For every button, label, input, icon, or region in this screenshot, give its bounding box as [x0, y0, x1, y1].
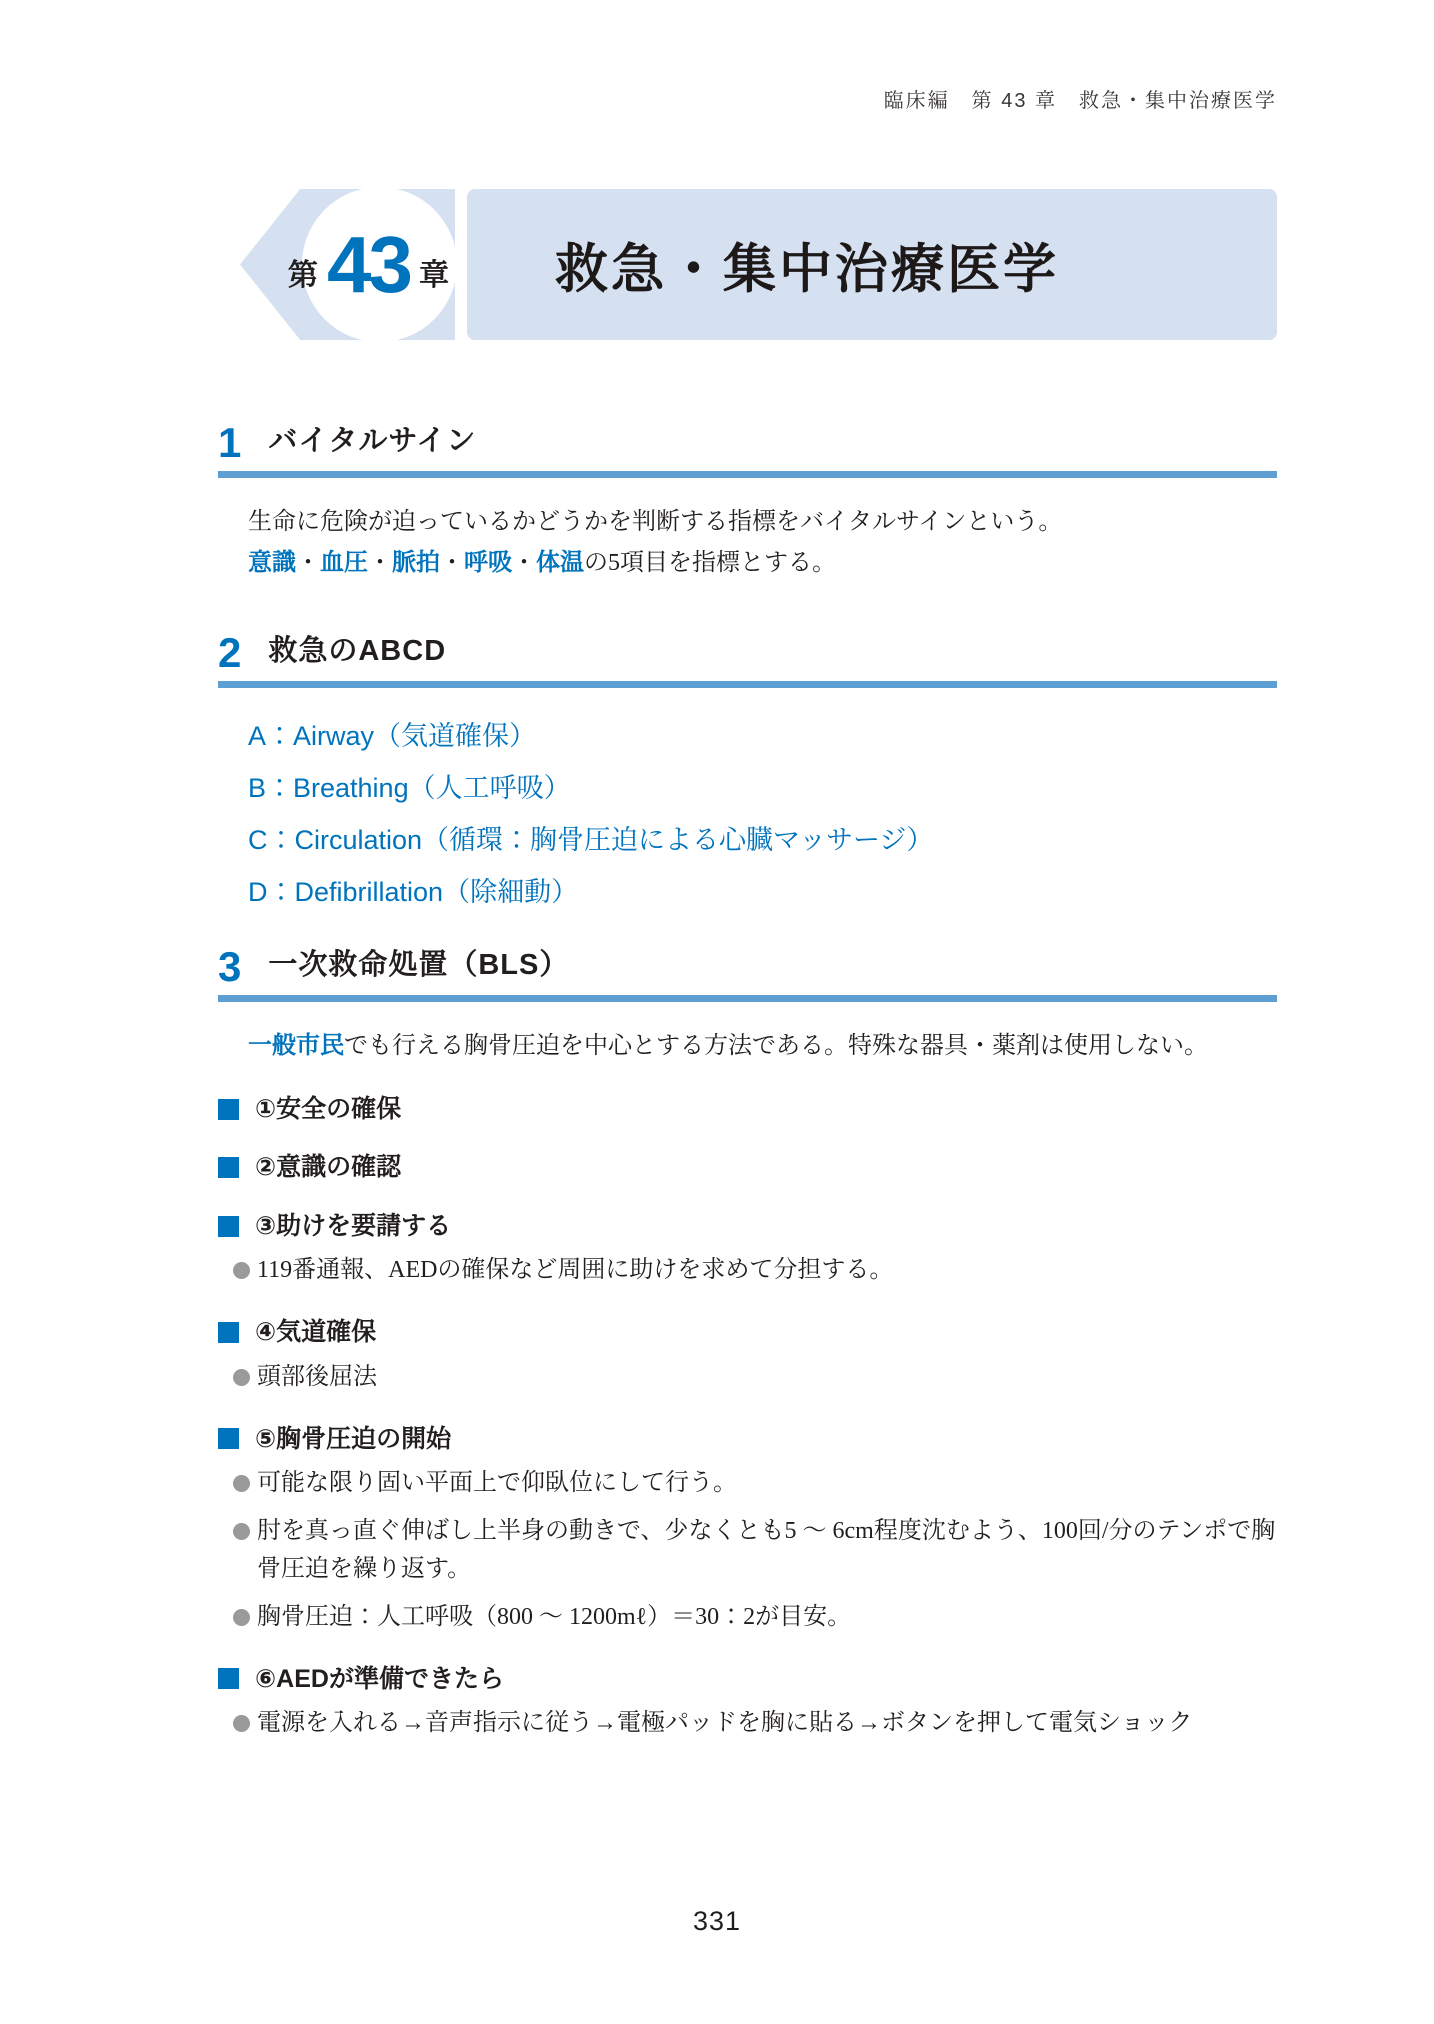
blue-square-icon — [218, 1428, 239, 1449]
bls-step-5-label: ⑤胸骨圧迫の開始 — [255, 1424, 452, 1453]
section-3-heading — [218, 942, 1277, 991]
section-3-number: 3 — [218, 943, 242, 991]
bls-step-6-bullet-text: 電源を入れる→音声指示に従う→電極パッドを胸に貼る→ボタンを押して電気ショック — [257, 1710, 1193, 1737]
bls-step-5-heading — [218, 1423, 1277, 1456]
section-2-title: 救急のABCD — [268, 635, 447, 667]
section-1-rule — [218, 471, 1277, 478]
chapter-title-banner — [467, 189, 1277, 340]
gray-bullet-icon — [233, 1262, 250, 1279]
bls-step-5-bullet-2 — [233, 1513, 1277, 1589]
gray-bullet-icon — [233, 1523, 250, 1540]
vital-term: 意識 — [248, 548, 296, 576]
bls-step-6-label: ⑥AEDが準備できたら — [255, 1664, 504, 1693]
running-header: 臨床編 第 43 章 救急・集中治療医学 — [883, 90, 1277, 112]
chapter-suffix: 章 — [418, 258, 449, 292]
abcd-item-airway: A：Airway（気道確保） — [248, 721, 537, 751]
blue-square-icon — [218, 1668, 239, 1689]
gray-bullet-icon — [233, 1369, 250, 1386]
gray-bullet-icon — [233, 1715, 250, 1732]
section-2-number: 2 — [218, 629, 242, 677]
chapter-number: 43 — [327, 219, 410, 309]
chapter-title: 救急・集中治療医学 — [555, 239, 1059, 299]
bls-step-4-bullet-text: 頭部後屈法 — [257, 1363, 377, 1390]
bls-intro-highlight: 一般市民 — [248, 1032, 344, 1059]
bls-step-6-bullet — [233, 1705, 1277, 1743]
section-vital-signs — [218, 418, 1277, 584]
gray-bullet-icon — [233, 1475, 250, 1492]
vital-term: 体温 — [536, 548, 584, 576]
bls-step-4-heading — [218, 1316, 1277, 1349]
blue-square-icon — [218, 1322, 239, 1343]
section-3-rule — [218, 995, 1277, 1002]
chapter-emblem — [240, 189, 455, 340]
section-3-title: 一次救命処置（BLS） — [268, 949, 570, 981]
bls-steps — [218, 1093, 1277, 1743]
bls-step-2-label: ②意識の確認 — [255, 1153, 402, 1182]
blue-square-icon — [218, 1157, 239, 1178]
bls-step-4-bullet — [233, 1359, 1277, 1397]
section-1-line-2-rest: の5項目を指標とする。 — [584, 549, 836, 576]
section-1-line-2 — [248, 543, 1277, 584]
bls-step-5-bullet-3 — [233, 1599, 1277, 1637]
blue-square-icon — [218, 1216, 239, 1237]
section-3-intro — [248, 1026, 1277, 1067]
section-1-body — [248, 502, 1277, 584]
section-2-heading — [218, 628, 1277, 677]
section-1-line-1: 生命に危険が迫っているかどうかを判断する指標をバイタルサインという。 — [248, 509, 1063, 535]
vital-term: 呼吸 — [464, 548, 512, 576]
vital-term: 血圧 — [320, 548, 368, 576]
section-bls — [218, 942, 1277, 1743]
section-2-rule — [218, 681, 1277, 688]
term-separator: ・ — [296, 549, 320, 576]
bls-step-3-heading — [218, 1210, 1277, 1243]
abcd-item-circulation: C：Circulation（循環：胸骨圧迫による心臓マッサージ） — [248, 825, 934, 856]
section-1-title: バイタルサイン — [268, 425, 477, 457]
term-separator: ・ — [368, 549, 392, 576]
bls-step-4-label: ④気道確保 — [255, 1318, 377, 1347]
bls-step-2-heading — [218, 1151, 1277, 1184]
bls-step-3-label: ③助けを要請する — [255, 1211, 452, 1240]
section-emergency-abcd — [218, 628, 1277, 918]
section-1-heading — [218, 418, 1277, 467]
bls-step-6-heading — [218, 1663, 1277, 1696]
bls-step-3-bullet-text: 119番通報、AEDの確保など周囲に助けを求めて分担する。 — [257, 1257, 894, 1284]
bls-step-5-bullet-2-text: 肘を真っ直ぐ伸ばし上半身の動きで、少なくとも5 ～ 6cm程度沈むよう、100回/分のテンポで胸骨圧迫を繰り返す。 — [257, 1518, 1276, 1582]
bls-step-5-bullet-1 — [233, 1465, 1277, 1503]
term-separator: ・ — [512, 549, 536, 576]
gray-bullet-icon — [233, 1609, 250, 1626]
bls-step-3-bullet — [233, 1252, 1277, 1290]
blue-square-icon — [218, 1099, 239, 1120]
page-number: 331 — [692, 1906, 742, 1936]
term-separator: ・ — [440, 549, 464, 576]
bls-step-5-bullet-1-text: 可能な限り固い平面上で仰臥位にして行う。 — [257, 1470, 737, 1497]
bls-step-1-heading — [218, 1093, 1277, 1126]
chapter-banner — [240, 189, 1277, 340]
vital-term: 脈拍 — [392, 548, 440, 576]
section-1-number: 1 — [218, 419, 242, 467]
chapter-prefix: 第 — [288, 258, 318, 292]
bls-step-1-label: ①安全の確保 — [255, 1094, 402, 1123]
abcd-item-breathing: B：Breathing（人工呼吸） — [248, 773, 571, 804]
abcd-item-defibrillation: D：Defibrillation（除細動） — [248, 877, 579, 908]
bls-intro-rest: でも行える胸骨圧迫を中心とする方法である。特殊な器具・薬剤は使用しない。 — [344, 1033, 1208, 1059]
bls-step-5-bullet-3-text: 胸骨圧迫：人工呼吸（800 ～ 1200mℓ）＝30：2が目安。 — [257, 1603, 852, 1630]
abcd-list — [248, 710, 1277, 918]
